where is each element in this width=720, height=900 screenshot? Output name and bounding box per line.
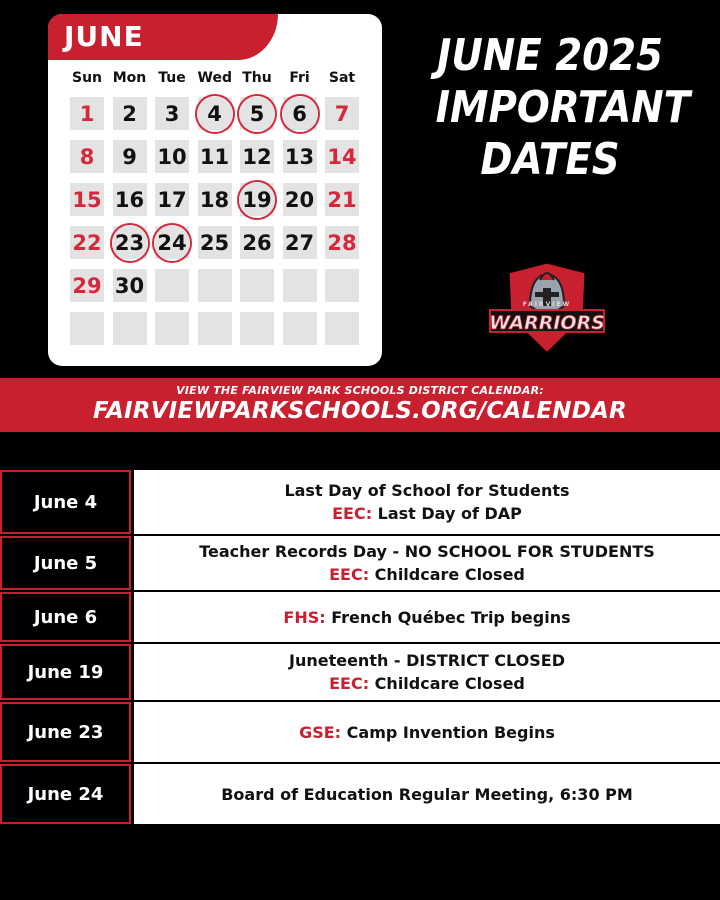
event-text: French Québec Trip begins xyxy=(325,607,571,627)
calendar-empty-cell xyxy=(113,312,147,345)
event-line xyxy=(329,563,525,586)
event-row xyxy=(0,702,720,762)
calendar-empty-cell xyxy=(283,269,317,302)
calendar-day: 26 xyxy=(240,226,274,259)
event-text: Childcare Closed xyxy=(369,674,525,693)
calendar-empty-cell xyxy=(198,312,232,345)
event-description xyxy=(134,470,720,534)
event-date: June 6 xyxy=(0,592,131,642)
calendar-day: 30 xyxy=(113,269,147,302)
calendar-day: 17 xyxy=(155,183,189,216)
calendar-empty-cell xyxy=(325,269,359,302)
event-line xyxy=(199,540,655,563)
event-school-tag: EEC: xyxy=(332,504,373,523)
event-date: June 5 xyxy=(0,536,131,590)
calendar-empty-cell xyxy=(155,312,189,345)
calendar-day: 19 xyxy=(240,183,274,216)
event-description xyxy=(134,536,720,590)
event-text: Juneteenth - DISTRICT CLOSED xyxy=(288,651,566,670)
calendar-day: 14 xyxy=(325,140,359,173)
calendar-day: 18 xyxy=(198,183,232,216)
event-text: Childcare Closed xyxy=(369,565,525,584)
calendar-day: 23 xyxy=(113,226,147,259)
event-description xyxy=(134,764,720,824)
calendar-day: 29 xyxy=(70,269,104,302)
event-text: Last Day of School for Students xyxy=(284,481,570,500)
page-headline xyxy=(435,30,691,186)
event-line xyxy=(284,479,569,502)
event-school-tag: EEC: xyxy=(329,674,370,693)
calendar-day: 15 xyxy=(70,183,104,216)
calendar-day: 24 xyxy=(155,226,189,259)
event-date: June 23 xyxy=(0,702,131,762)
calendar-day: 3 xyxy=(155,97,189,130)
weekday-header: Sun xyxy=(71,70,103,86)
headline-line-2: IMPORTANT xyxy=(435,82,691,133)
calendar-empty-cell xyxy=(240,312,274,345)
calendar-day: 1 xyxy=(70,97,104,130)
calendar-day: 27 xyxy=(283,226,317,259)
event-date: June 19 xyxy=(0,644,131,700)
calendar-day: 2 xyxy=(113,97,147,130)
event-text: Last Day of DAP xyxy=(372,504,522,523)
calendar-day: 4 xyxy=(198,97,232,130)
banner-caption: VIEW THE FAIRVIEW PARK SCHOOLS DISTRICT CALENDAR: xyxy=(176,384,544,397)
event-text: Board of Education Regular Meeting, 6:30 PM xyxy=(221,784,633,804)
calendar-day: 21 xyxy=(325,183,359,216)
event-line xyxy=(283,606,570,629)
calendar-day: 7 xyxy=(325,97,359,130)
calendar-empty-cell xyxy=(325,312,359,345)
calendar-empty-cell xyxy=(240,269,274,302)
calendar-day: 9 xyxy=(113,140,147,173)
calendar-day: 11 xyxy=(198,140,232,173)
weekday-header: Fri xyxy=(289,70,310,86)
event-line xyxy=(332,502,522,525)
event-row xyxy=(0,470,720,534)
logo-top-text: FAIRVIEW xyxy=(522,301,572,308)
calendar-day: 5 xyxy=(240,97,274,130)
calendar-empty-cell xyxy=(283,312,317,345)
event-description xyxy=(134,644,720,700)
event-date: June 24 xyxy=(0,764,131,824)
event-school-tag: EEC: xyxy=(329,565,370,584)
event-school-tag: FHS: xyxy=(283,607,326,627)
event-text: Teacher Records Day - NO SCHOOL FOR STUDENTS xyxy=(199,542,655,561)
calendar-day: 20 xyxy=(283,183,317,216)
calendar-url-link[interactable]: FAIRVIEWPARKSCHOOLS.ORG/CALENDAR xyxy=(93,398,627,424)
calendar-day: 16 xyxy=(113,183,147,216)
warriors-logo xyxy=(488,258,606,358)
event-description xyxy=(134,702,720,762)
event-line xyxy=(289,649,565,672)
calendar-day: 10 xyxy=(155,140,189,173)
spartan-helmet-icon xyxy=(488,258,606,358)
event-school-tag: GSE: xyxy=(299,722,342,742)
weekday-header: Thu xyxy=(242,70,272,86)
event-line xyxy=(329,672,525,695)
calendar-empty-cell xyxy=(155,269,189,302)
event-row xyxy=(0,764,720,824)
calendar-month-title: JUNE xyxy=(64,20,144,53)
calendar-day: 12 xyxy=(240,140,274,173)
calendar-day: 13 xyxy=(283,140,317,173)
event-row xyxy=(0,644,720,700)
weekday-header: Tue xyxy=(158,70,186,86)
weekday-header: Sat xyxy=(328,70,356,86)
calendar-day: 25 xyxy=(198,226,232,259)
calendar-day: 28 xyxy=(325,226,359,259)
event-date: June 4 xyxy=(0,470,131,534)
event-line xyxy=(299,721,555,744)
logo-main-text: WARRIORS xyxy=(489,312,605,334)
event-row xyxy=(0,536,720,590)
calendar-empty-cell xyxy=(198,269,232,302)
calendar-day: 6 xyxy=(283,97,317,130)
event-description xyxy=(134,592,720,642)
weekday-header: Wed xyxy=(197,70,232,86)
calendar-day: 8 xyxy=(70,140,104,173)
event-line xyxy=(221,783,633,806)
calendar-link-banner xyxy=(0,378,720,432)
weekday-header: Mon xyxy=(112,70,147,86)
calendar-card xyxy=(48,14,382,366)
calendar-day: 22 xyxy=(70,226,104,259)
event-row xyxy=(0,592,720,642)
headline-line-1: JUNE 2025 xyxy=(437,30,663,81)
event-text: Camp Invention Begins xyxy=(341,722,555,742)
calendar-empty-cell xyxy=(70,312,104,345)
headline-line-3: DATES xyxy=(480,134,620,185)
